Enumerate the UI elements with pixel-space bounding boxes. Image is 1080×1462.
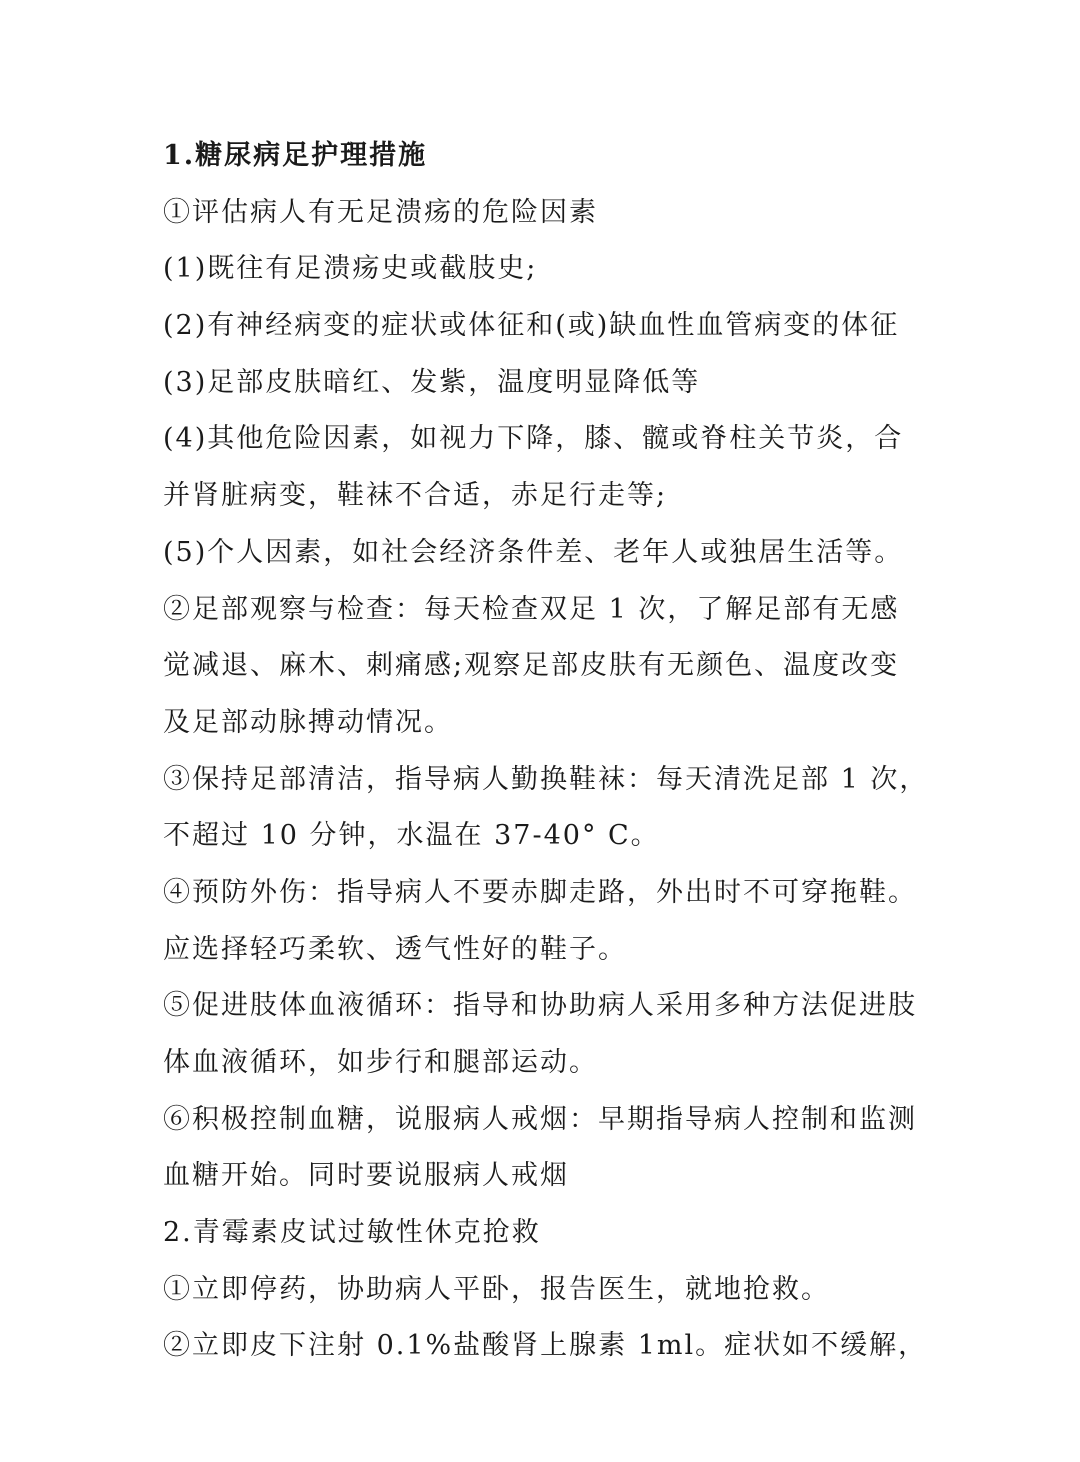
text-line: ④预防外伤：指导病人不要赤脚走路，外出时不可穿拖鞋。 (163, 876, 917, 908)
text-line: 血糖开始。同时要说服病人戒烟 (163, 1160, 569, 1192)
text-line: (3)足部皮肤暗红、发紫，温度明显降低等 (163, 366, 701, 398)
text-line: 应选择轻巧柔软、透气性好的鞋子。 (163, 933, 627, 965)
text-line: 不超过 10 分钟，水温在 37-40° C。 (163, 820, 660, 852)
text-line: ③保持足部清洁，指导病人勤换鞋袜：每天清洗足部 1 次， (163, 763, 929, 795)
text-line: ①评估病人有无足溃疡的危险因素 (163, 196, 598, 228)
text-line: ⑤促进肢体血液循环：指导和协助病人采用多种方法促进肢 (163, 990, 917, 1022)
text-line: (2)有神经病变的症状或体征和(或)缺血性血管病变的体征 (163, 310, 900, 342)
text-line: ⑥积极控制血糖，说服病人戒烟：早期指导病人控制和监测 (163, 1103, 917, 1135)
section-heading-penicillin-shock: 2.青霉素皮试过敏性休克抢救 (163, 1217, 541, 1249)
text-line: ②立即皮下注射 0.1%盐酸肾上腺素 1ml。症状如不缓解， (163, 1330, 928, 1362)
text-line: 体血液循环，如步行和腿部运动。 (163, 1047, 598, 1078)
document-body (163, 128, 933, 1375)
text-line: (1)既往有足溃疡史或截肢史; (163, 253, 538, 285)
text-line: ②足部观察与检查：每天检查双足 1 次，了解足部有无感 (163, 593, 900, 625)
section-heading-diabetic-foot: 1.糖尿病足护理措施 (163, 140, 428, 171)
text-line: (5)个人因素，如社会经济条件差、老年人或独居生活等。 (163, 536, 904, 568)
text-line: 并肾脏病变，鞋袜不合适，赤足行走等; (163, 480, 668, 512)
text-line: (4)其他危险因素，如视力下降，膝、髋或脊柱关节炎，合 (163, 423, 904, 455)
text-line: 及足部动脉搏动情况。 (163, 706, 453, 738)
text-line: ①立即停药，协助病人平卧，报告医生，就地抢救。 (163, 1273, 830, 1305)
text-line: 觉减退、麻木、刺痛感;观察足部皮肤有无颜色、温度改变 (163, 650, 900, 682)
